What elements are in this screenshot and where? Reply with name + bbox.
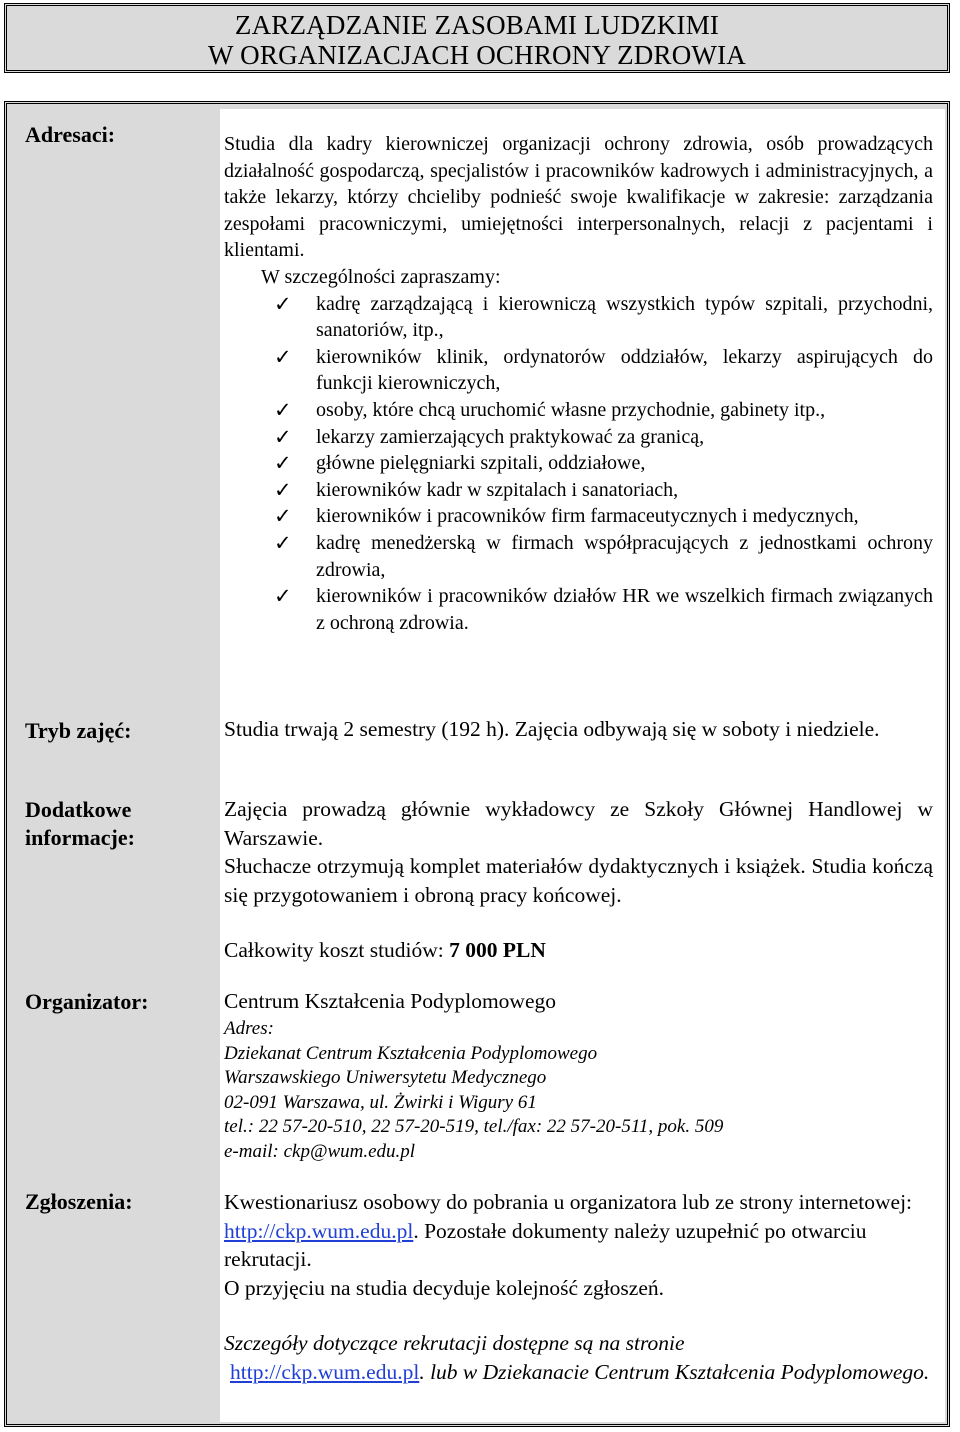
label-dodatkowe-line2: informacje:: [25, 825, 135, 850]
dodatkowe-p2: Słuchacze otrzymują komplet materiałów dydaktycznych i książek. Studia kończą się przygotowaniem i obroną pracy końcowej.: [224, 854, 933, 907]
list-item: ✓ kierowników kadr w szpitalach i sanatoriach,: [274, 477, 679, 502]
details-line-2: http://ckp.wum.edu.pl. lub w Dziekanacie Centrum Kształcenia Podyplomowego.: [230, 1359, 930, 1384]
check-icon: ✓: [274, 530, 292, 555]
list-item: ✓ kierowników i pracowników firm farmaceutycznych i medycznych,: [274, 504, 859, 529]
label-zgloszenia: Zgłoszenia:: [25, 1189, 133, 1214]
list-item: ✓ kadrę zarządzającą i kierowniczą wszystkich typów szpitali, przychodni, sanatoriów, itp.,: [274, 291, 933, 342]
label-dodatkowe: [25, 796, 135, 852]
label-dodatkowe-line1: Dodatkowe: [25, 797, 132, 822]
cost-label: Całkowity koszt studiów:: [224, 938, 450, 962]
address-line-1: Dziekanat Centrum Kształcenia Podyplomowego: [224, 1042, 598, 1064]
list-item: ✓ główne pielęgniarki szpitali, oddziałowe,: [274, 451, 646, 476]
tryb-text: Studia trwają 2 semestry (192 h). Zajęcia odbywają się w soboty i niedziele.: [224, 717, 880, 741]
adresaci-list: [224, 291, 933, 637]
details-line-1: Szczegóły dotyczące rekrutacji dostępne są na stronie: [224, 1331, 685, 1355]
check-icon: ✓: [274, 424, 292, 449]
zgloszenia-p2: O przyjęciu na studia decyduje kolejność zgłoszeń.: [224, 1275, 665, 1300]
organizator-address: [224, 1017, 933, 1165]
dodatkowe-section: [224, 795, 933, 909]
check-icon: ✓: [274, 451, 292, 476]
organizator-name: Centrum Kształcenia Podyplomowego: [224, 989, 556, 1013]
list-item: ✓ osoby, które chcą uruchomić własne przychodnie, gabinety itp.,: [274, 397, 826, 422]
check-icon: ✓: [274, 291, 292, 316]
check-icon: ✓: [274, 584, 292, 609]
dodatkowe-p1: Zajęcia prowadzą głównie wykładowcy ze Szkoły Głównej Handlowej w Warszawie.: [224, 797, 933, 850]
check-icon: ✓: [274, 344, 292, 369]
cost-value: 7 000 PLN: [449, 938, 546, 962]
address-label: Adres:: [224, 1018, 274, 1039]
website-link[interactable]: http://ckp.wum.edu.pl: [224, 1218, 414, 1243]
details-link[interactable]: http://ckp.wum.edu.pl: [230, 1359, 420, 1384]
adresaci-section: [224, 131, 933, 636]
zgloszenia-details: [224, 1329, 933, 1386]
list-item: ✓ kadrę menedżerską w firmach współpracujących z jednostkami ochrony zdrowia,: [274, 530, 933, 581]
address-line-2: Warszawskiego Uniwersytetu Medycznego: [224, 1067, 547, 1089]
check-icon: ✓: [274, 477, 292, 502]
label-organizator: Organizator:: [25, 989, 149, 1014]
title-box: [4, 3, 950, 73]
adresaci-intro: Studia dla kadry kierowniczej organizacji ochrony zdrowia, osób prowadzących działalność gospodarczą, specjalistów i pracowników kadrowych i administracyjnych, a także lekarzy, którzy chcieliby podnieść swoje kwalifikacje w zakresie: zarządzania zespołami pracowniczymi, umiejętności interpersonalnych, relacji z pacjentami i klientami.: [224, 133, 933, 262]
address-line-4: tel.: 22 57-20-510, 22 57-20-519, tel./fax: 22 57-20-511, pok. 509: [224, 1116, 724, 1138]
title-line-1: ZARZĄDZANIE ZASOBAMI LUDZKIMI: [234, 10, 720, 40]
label-adresaci: Adresaci:: [25, 122, 116, 147]
address-line-5: e-mail: ckp@wum.edu.pl: [224, 1140, 416, 1162]
label-tryb: Tryb zajęć:: [25, 718, 132, 743]
list-item: ✓ kierowników i pracowników działów HR we wszelkich firmach związanych z ochroną zdrowia.: [274, 584, 933, 634]
adresaci-invite: W szczególności zapraszamy:: [261, 265, 501, 288]
address-line-3: 02-091 Warszawa, ul. Żwirki i Wigury 61: [224, 1091, 537, 1113]
list-item: ✓ kierowników klinik, ordynatorów oddziałów, lekarzy aspirujących do funkcji kierowniczych,: [274, 344, 933, 395]
title-line-2: W ORGANIZACJACH OCHRONY ZDROWIA: [208, 40, 746, 70]
cost-line: [224, 936, 933, 965]
list-item: ✓ lekarzy zamierzających praktykować za granicą,: [274, 424, 705, 449]
check-icon: ✓: [274, 397, 292, 422]
zgloszenia-p1: Kwestionariusz osobowy do pobrania u organizatora lub ze strony internetowej: http://ckp.wum.edu.pl. Pozostałe dokumenty należy uzupełnić po otwarciu rekrutacji.: [224, 1190, 913, 1271]
check-icon: ✓: [274, 504, 292, 529]
zgloszenia-section: [224, 1188, 933, 1302]
